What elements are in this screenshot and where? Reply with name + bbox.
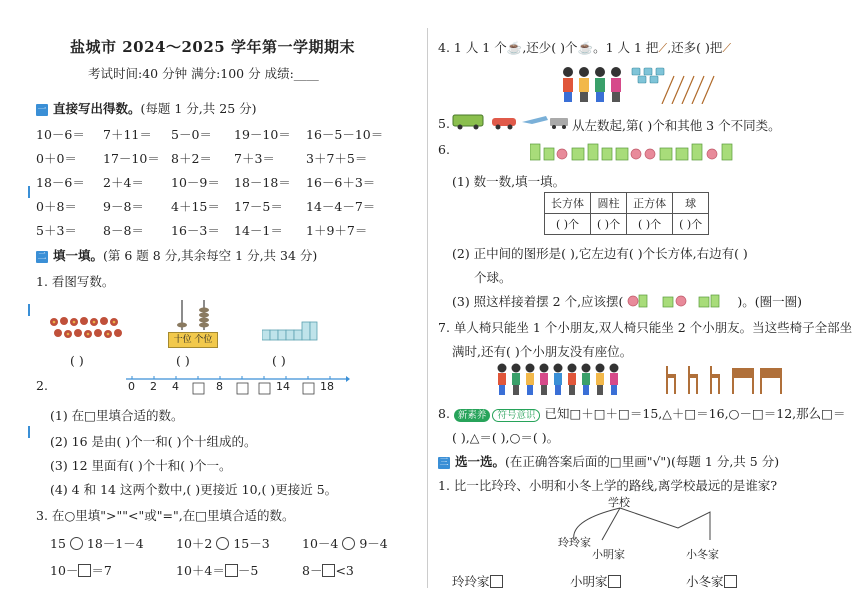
question-6-1: (1) 数一数,填一填。 (452, 174, 566, 189)
calc-item: 14－4－7＝ (306, 199, 376, 214)
question-6-3 (452, 292, 802, 310)
answer-blank[interactable]: ( ) (70, 353, 84, 368)
section-note: (第 6 题 8 分,其余每空 1 分,共 34 分) (103, 248, 318, 263)
compare-left: 10－4 (302, 536, 339, 551)
calc-item: 18－6＝ (36, 175, 85, 190)
new-literacy-tag: 新素养 (454, 409, 491, 422)
tick-label: 8 (216, 380, 223, 393)
expr-right: ＝7 (91, 563, 112, 578)
calc-item: 18－18＝ (234, 175, 291, 190)
section-number-badge: 一 (37, 105, 47, 115)
table-cell[interactable]: ( )个 (673, 214, 709, 235)
compare-item (176, 534, 270, 552)
q5-number: 5. (438, 116, 450, 131)
tick-label: 14 (276, 380, 290, 393)
compare-circle[interactable] (342, 537, 355, 550)
calc-item: 8＋2＝ (171, 151, 212, 166)
table-header: 球 (673, 193, 709, 214)
calc-item: 17－5＝ (234, 199, 283, 214)
q8-number: 8. (438, 406, 450, 421)
calc-item: 1＋9＋7＝ (306, 223, 368, 238)
calc-item: 7＋11＝ (103, 127, 152, 142)
calc-item: 10－9＝ (171, 175, 220, 190)
calc-item: 0＋8＝ (36, 199, 77, 214)
section-note: (每题 1 分,共 25 分) (140, 101, 257, 116)
number-line (124, 374, 350, 396)
compare-right: 18－1－4 (86, 536, 144, 551)
expr-right: <3 (335, 563, 354, 578)
expr-left: 10－ (50, 563, 79, 578)
fill-box-item (176, 561, 258, 579)
calc-item: 19－10＝ (234, 127, 291, 142)
answer-blank[interactable]: ( ) (272, 353, 286, 368)
children-cups-brooms-picture (562, 66, 722, 104)
table-cell[interactable]: ( )个 (627, 214, 673, 235)
calc-item: 7＋3＝ (234, 151, 275, 166)
calc-item: 16－6＋3＝ (306, 175, 376, 190)
option-checkbox[interactable] (608, 575, 621, 588)
option-checkbox[interactable] (724, 575, 737, 588)
question-7-cont: 满时,还有( )个小朋友没有座位。 (452, 344, 633, 359)
compare-right: 9－4 (359, 536, 388, 551)
column-divider (427, 28, 428, 588)
section-3-heading (438, 452, 779, 470)
calc-item: 16－3＝ (171, 223, 220, 238)
q5-text: 从左数起,第( )个和其他 3 个不同类。 (572, 118, 781, 133)
broom-icon: ⟋ (722, 40, 732, 55)
option-ming (570, 572, 621, 590)
broom-icon: ⟋ (658, 40, 668, 55)
q4-text: 4. 1 人 1 个 (438, 40, 507, 55)
table-header: 正方体 (627, 193, 673, 214)
calc-item: 8－8＝ (103, 223, 144, 238)
question-3: 3. 在○里填">""<"或"=",在□里填合适的数。 (36, 508, 295, 523)
table-header: 圆柱 (591, 193, 627, 214)
expr-left: 8－ (302, 563, 323, 578)
compare-right: 15－3 (233, 536, 270, 551)
section-number-badge: 二 (37, 252, 47, 262)
question-3-1: 1. 比一比玲玲、小明和小冬上学的路线,离学校最远的是谁家? (438, 478, 778, 493)
option-label: 小冬家 (686, 574, 724, 589)
calc-item: 17－10＝ (103, 151, 160, 166)
question-7: 7. 单人椅只能坐 1 个小朋友,双人椅只能坐 2 个小朋友。当这些椅子全部坐 (438, 320, 853, 335)
compare-left: 10＋2 (176, 536, 213, 551)
compare-left: 15 (50, 536, 66, 551)
tick-label: 0 (128, 380, 135, 393)
question-6-2-cont: 个球。 (474, 270, 512, 285)
question-6-2: (2) 正中间的图形是( ),它左边有( )个长方体,右边有( ) (452, 246, 748, 261)
section-2-heading (36, 246, 317, 264)
home-label: 小冬家 (686, 548, 719, 561)
answer-box[interactable] (322, 564, 335, 577)
abacus-label: 十位 个位 (168, 332, 218, 348)
compare-item (50, 534, 144, 552)
question-2-4: (4) 4 和 14 这两个数中,( )更接近 10,( )更接近 5。 (50, 482, 338, 497)
option-dong (686, 572, 737, 590)
calc-item: 14－1＝ (234, 223, 283, 238)
option-label: 玲玲家 (452, 574, 490, 589)
table-cell[interactable]: ( )个 (545, 214, 591, 235)
q6-3-text: )。(圈一圈) (737, 294, 803, 309)
home-label: 小明家 (592, 548, 625, 561)
calc-item: 5＋3＝ (36, 223, 77, 238)
compare-circle[interactable] (216, 537, 229, 550)
option-checkbox[interactable] (490, 575, 503, 588)
calc-item: 5－0＝ (171, 127, 212, 142)
cup-icon: ☕ (506, 40, 523, 55)
fill-box-item (50, 561, 112, 579)
cup-icon: ☕ (577, 40, 594, 55)
exam-info: 考试时间:40 分钟 满分:100 分 成绩:____ (88, 66, 319, 81)
symbol-sense-tag: 符号意识 (492, 409, 540, 422)
question-1: 1. 看图写数。 (36, 274, 115, 289)
calc-item: 2＋4＝ (103, 175, 144, 190)
option-label: 小明家 (570, 574, 608, 589)
margin-mark (28, 186, 30, 198)
question-6: 6. (438, 142, 450, 157)
table-cell[interactable]: ( )个 (591, 214, 627, 235)
question-2: 2. (36, 378, 48, 393)
calc-item: 10－6＝ (36, 127, 85, 142)
school-label: 学校 (608, 496, 630, 509)
section-title: 直接写出得数。 (53, 101, 141, 116)
children-chairs-picture (496, 362, 786, 396)
question-8-cont: ( ),△＝( ),○＝( )。 (452, 430, 560, 445)
calc-item: 3＋7＋5＝ (306, 151, 368, 166)
table-header: 长方体 (545, 193, 591, 214)
abacus-rods-icon (168, 300, 218, 330)
q8-text: 已知□＋□＋□＝15,△＋□＝16,○－□＝12,那么□＝ (544, 406, 846, 421)
question-2-2: (2) 16 是由( )个一和( )个十组成的。 (50, 434, 257, 449)
cubes-picture (262, 320, 318, 344)
shapes-sequence (530, 142, 736, 162)
section-number-badge: 三 (439, 458, 449, 468)
q4-text: 。1 人 1 把 (593, 40, 659, 55)
expr-right: －5 (237, 563, 259, 578)
flowers-picture (48, 316, 128, 344)
count-table (544, 192, 709, 235)
q4-text: ,还少( )个 (522, 40, 578, 55)
section-1-heading (36, 99, 257, 117)
section-title: 填一填。 (53, 248, 104, 263)
question-4 (438, 38, 731, 56)
fill-box-item (302, 561, 354, 579)
answer-blank[interactable]: ( ) (176, 353, 190, 368)
tick-label: 4 (172, 380, 179, 393)
calc-item: 9－8＝ (103, 199, 144, 214)
calc-item: 0＋0＝ (36, 151, 77, 166)
q4-text: ,还多( )把 (667, 40, 723, 55)
tick-label: 18 (320, 380, 334, 393)
tick-label: 2 (150, 380, 157, 393)
abacus (168, 300, 218, 348)
option-ling (452, 572, 503, 590)
calc-item: 4＋15＝ (171, 199, 220, 214)
q6-3-text: (3) 照这样接着摆 2 个,应该摆( (452, 294, 624, 309)
exam-title: 盐城市 2024～2025 学年第一学期期末 (70, 38, 355, 56)
section-title: 选一选。 (455, 454, 506, 469)
question-2-3: (3) 12 里面有( )个十和( )个一。 (50, 458, 232, 473)
calc-item: 16－5－10＝ (306, 127, 384, 142)
answer-box[interactable] (225, 564, 238, 577)
question-5 (438, 116, 450, 131)
vehicles-picture (452, 112, 570, 130)
home-label: 玲玲家 (558, 536, 591, 549)
question-8 (438, 404, 845, 422)
margin-mark (28, 304, 30, 316)
expr-left: 10＋4＝ (176, 563, 225, 578)
compare-item (302, 534, 388, 552)
question-2-1: (1) 在□里填合适的数。 (50, 408, 184, 423)
compare-circle[interactable] (70, 537, 83, 550)
answer-box[interactable] (78, 564, 91, 577)
margin-mark (28, 426, 30, 438)
section-note: (在正确答案后面的□里画"√")(每题 1 分,共 5 分) (505, 454, 780, 469)
shape-options (627, 294, 733, 308)
